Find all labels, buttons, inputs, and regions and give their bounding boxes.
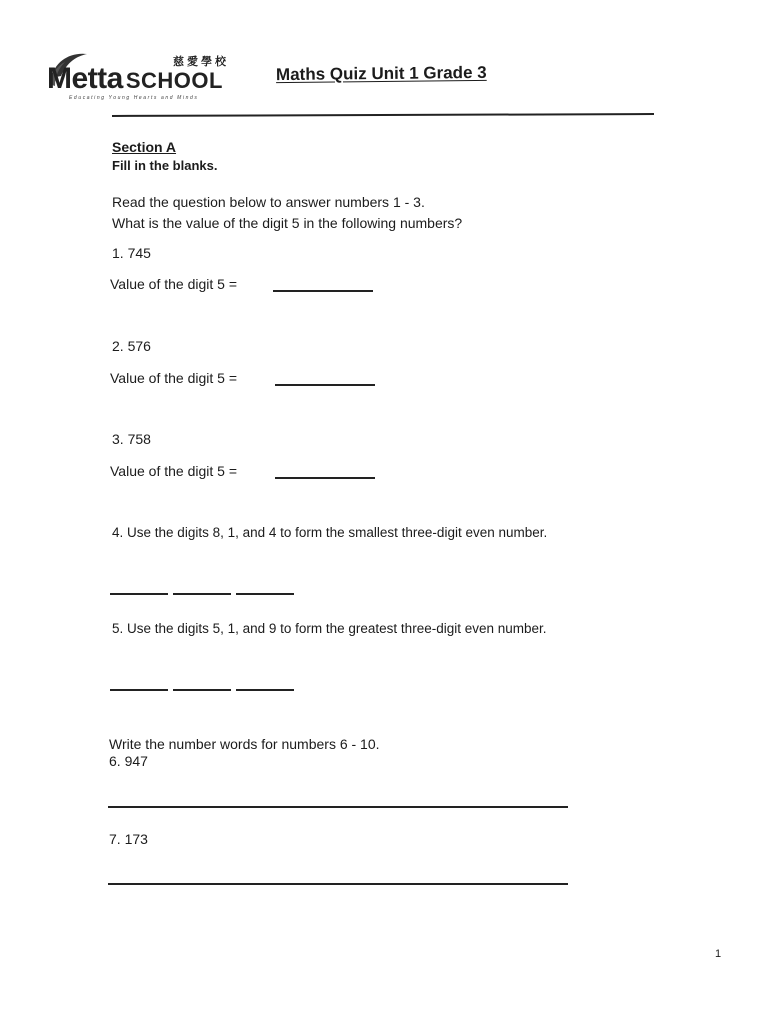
question-text: 758 [127, 431, 151, 447]
question-6 [109, 753, 148, 769]
question-text: 173 [124, 831, 148, 847]
question-2 [112, 338, 151, 354]
instruction-intro-2: What is the value of the digit 5 in the following numbers? [112, 215, 463, 231]
question-number: 6. [109, 753, 121, 769]
instruction-intro-1: Read the question below to answer numbers 1 - 3. [112, 194, 425, 210]
school-logo [47, 48, 252, 104]
question-number: 7. [109, 831, 121, 847]
question-number: 1. [112, 245, 124, 261]
question-7 [109, 831, 148, 847]
section-title: Section A [112, 139, 177, 155]
logo-name-metta: Metta [47, 62, 123, 95]
logo-tagline: Educating Young Hearts and Minds [69, 95, 199, 101]
answer-blank-4a[interactable] [110, 593, 168, 595]
answer-blank-7[interactable] [108, 883, 568, 885]
question-4 [112, 525, 547, 540]
question-number: 3. [112, 431, 124, 447]
section-subtitle: Fill in the blanks. [112, 158, 218, 173]
answer-blank-6[interactable] [108, 806, 568, 808]
logo-name-school: SCHOOL [125, 68, 223, 93]
question-3 [112, 431, 151, 447]
question-number: 2. [112, 338, 124, 354]
header-divider [112, 113, 654, 117]
answer-label-3: Value of the digit 5 = [110, 463, 237, 479]
answer-label-1: Value of the digit 5 = [110, 276, 237, 292]
answer-blank-2[interactable] [275, 384, 375, 386]
instruction-intro-3: Write the number words for numbers 6 - 10. [109, 736, 380, 752]
answer-blank-4b[interactable] [173, 593, 231, 595]
question-text: Use the digits 8, 1, and 4 to form the smallest three-digit even number. [127, 525, 548, 540]
question-text: 947 [124, 753, 148, 769]
answer-blank-5b[interactable] [173, 689, 231, 691]
answer-blank-4c[interactable] [236, 593, 294, 595]
answer-blank-5a[interactable] [110, 689, 168, 691]
question-1 [112, 245, 151, 261]
answer-blank-3[interactable] [275, 477, 375, 479]
question-text: Use the digits 5, 1, and 9 to form the greatest three-digit even number. [127, 621, 547, 636]
page-number: 1 [715, 948, 722, 960]
answer-blank-1[interactable] [273, 290, 373, 292]
answer-blank-5c[interactable] [236, 689, 294, 691]
question-number: 4. [112, 525, 124, 540]
question-number: 5. [112, 621, 124, 636]
question-text: 745 [127, 245, 151, 261]
question-5 [112, 621, 547, 636]
question-text: 576 [127, 338, 151, 354]
answer-label-2: Value of the digit 5 = [110, 370, 237, 386]
quiz-title: Maths Quiz Unit 1 Grade 3 [275, 62, 487, 85]
logo-chinese-text: 慈愛學校 [173, 55, 229, 68]
